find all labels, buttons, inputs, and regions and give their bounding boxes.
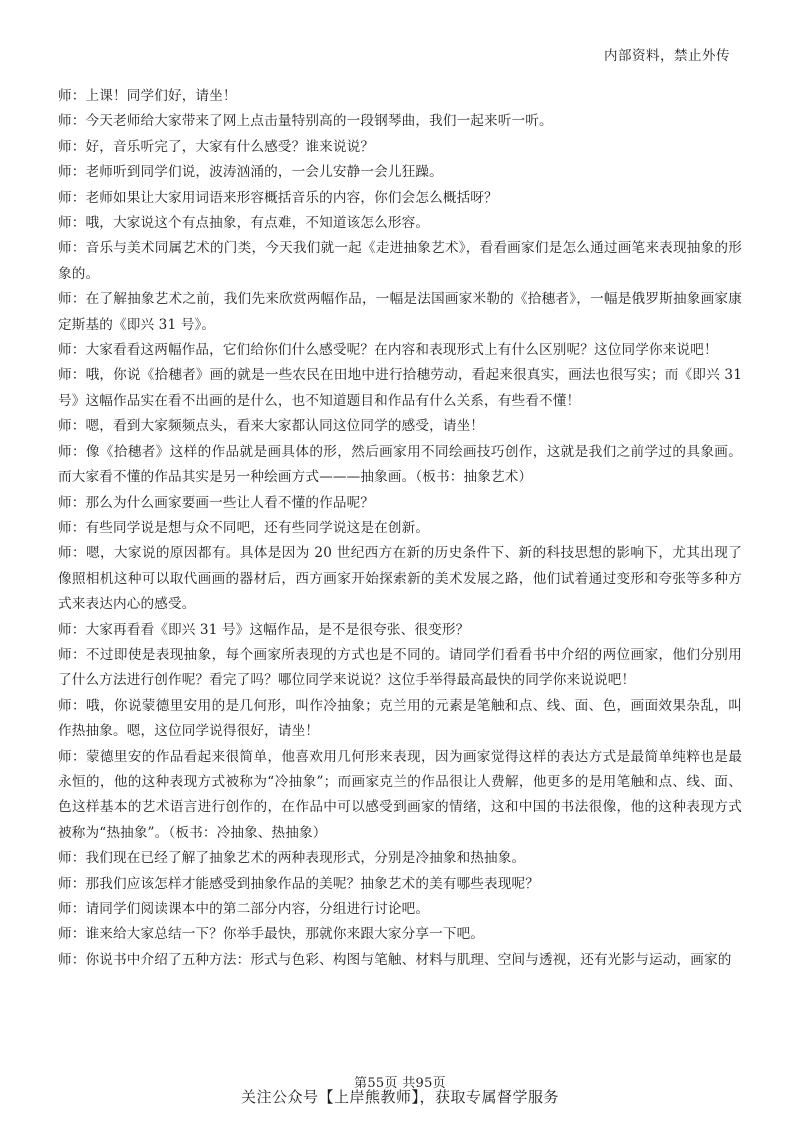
transcript-paragraph: 师：那我们应该怎样才能感受到抽象作品的美呢？抽象艺术的美有哪些表现呢？ — [58, 875, 540, 892]
transcript-paragraph: 师：像《拾穗者》这样的作品就是画具体的形，然后画家用不同绘画技巧创作，这就是我们之前学过的具象画。而大家看不懂的作品其实是另一种绘画方式———抽象画。（板书：抽象艺术） — [58, 443, 742, 486]
transcript-paragraph: 师：嗯，大家说的原因都有。具体是因为 20 世纪西方在新的历史条件下、新的科技思想的影响下，尤其出现了像照相机这种可以取代画画的器材后，西方画家开始探索新的美术发展之路，他们试着通过变形和夸张等多种方式来表达内心的感受。 — [58, 545, 742, 613]
page-number: 第55页 共95页 — [354, 1076, 446, 1091]
transcript-paragraph: 师：哦，大家说这个有点抽象，有点难，不知道该怎么形容。 — [58, 215, 430, 232]
transcript-paragraph: 师：有些同学说是想与众不同吧，还有些同学说这是在创新。 — [58, 519, 430, 536]
transcript-paragraph: 师：我们现在已经了解了抽象艺术的两种表现形式，分别是冷抽象和热抽象。 — [58, 850, 526, 867]
transcript-paragraph: 师：老师听到同学们说，波涛汹涌的，一会儿安静一会儿狂躁。 — [58, 164, 443, 181]
transcript-paragraph: 师：哦，你说蒙德里安用的是几何形，叫作冷抽象；克兰用的元素是笔触和点、线、面、色，画面效果杂乱，叫作热抽象。嗯，这位同学说得很好，请坐！ — [58, 697, 742, 740]
transcript-paragraph: 师：好，音乐听完了，大家有什么感受？谁来说说？ — [58, 138, 375, 155]
transcript-paragraph: 师：嗯，看到大家频频点头，看来大家都认同这位同学的感受，请坐！ — [58, 418, 485, 435]
transcript-paragraph: 师：今天老师给大家带来了网上点击量特别高的一段钢琴曲，我们一起来听一听。 — [58, 113, 553, 130]
transcript-paragraph: 师：老师如果让大家用词语来形容概括音乐的内容，你们会怎么概括呀？ — [58, 189, 498, 206]
transcript-paragraph: 师：大家再看看《即兴 31 号》这幅作品，是不是很夸张、很变形？ — [58, 621, 470, 638]
header-confidential-note: 内部资料，禁止外传 — [604, 48, 730, 64]
transcript-paragraph: 师：谁来给大家总结一下？你举手最快，那就你来跟大家分享一下吧。 — [58, 926, 485, 943]
lesson-transcript — [58, 84, 742, 973]
transcript-paragraph: 师：蒙德里安的作品看起来很简单，他喜欢用几何形来表现，因为画家觉得这样的表达方式是最简单纯粹也是最永恒的，他的这种表现方式被称为“冷抽象”；而画家克兰的作品很让人费解，他更多的是用笔触和点、线、面、色这样基本的艺术语言进行创作的，在作品中可以感受到画家的情绪，这和中国的书法很像，他的这种表现方式被称为“热抽象”。（板书：冷抽象、热抽象） — [58, 748, 742, 841]
transcript-paragraph: 师：音乐与美术同属艺术的门类，今天我们就一起《走进抽象艺术》，看看画家们是怎么通过画笔来表现抽象的形象的。 — [58, 240, 742, 282]
transcript-paragraph: 师：那么为什么画家要画一些让人看不懂的作品呢？ — [58, 494, 375, 511]
transcript-paragraph: 师：你说书中介绍了五种方法：形式与色彩、构图与笔触、材料与肌理、空间与透视，还有光影与运动，画家的 — [58, 951, 732, 968]
transcript-paragraph: 师：不过即使是表现抽象，每个画家所表现的方式也是不同的。请同学们看看书中介绍的两位画家，他们分别用了什么方法进行创作呢？看完了吗？哪位同学来说说？这位手举得最高最快的同学你来说说吧！ — [58, 646, 742, 689]
transcript-paragraph: 师：哦，你说《拾穗者》画的就是一些农民在田地中进行拾穗劳动，看起来很真实，画法也很写实；而《即兴 31 号》这幅作品实在看不出画的是什么，也不知道题目和作品有什么关系，有些看不懂！ — [58, 367, 742, 409]
transcript-paragraph: 师：在了解抽象艺术之前，我们先来欣赏两幅作品，一幅是法国画家米勒的《拾穗者》，一幅是俄罗斯抽象画家康定斯基的《即兴 31 号》。 — [58, 291, 742, 333]
footer-promo: 关注公众号【上岸熊教师】，获取专属督学服务 — [240, 1088, 559, 1106]
transcript-paragraph: 师：上课！同学们好，请坐！ — [58, 88, 237, 104]
transcript-paragraph: 师：请同学们阅读课本中的第二部分内容，分组进行讨论吧。 — [58, 901, 430, 917]
transcript-paragraph: 师：大家看看这两幅作品，它们给你们什么感受呢？在内容和表现形式上有什么区别呢？这位同学你来说吧！ — [58, 342, 718, 359]
